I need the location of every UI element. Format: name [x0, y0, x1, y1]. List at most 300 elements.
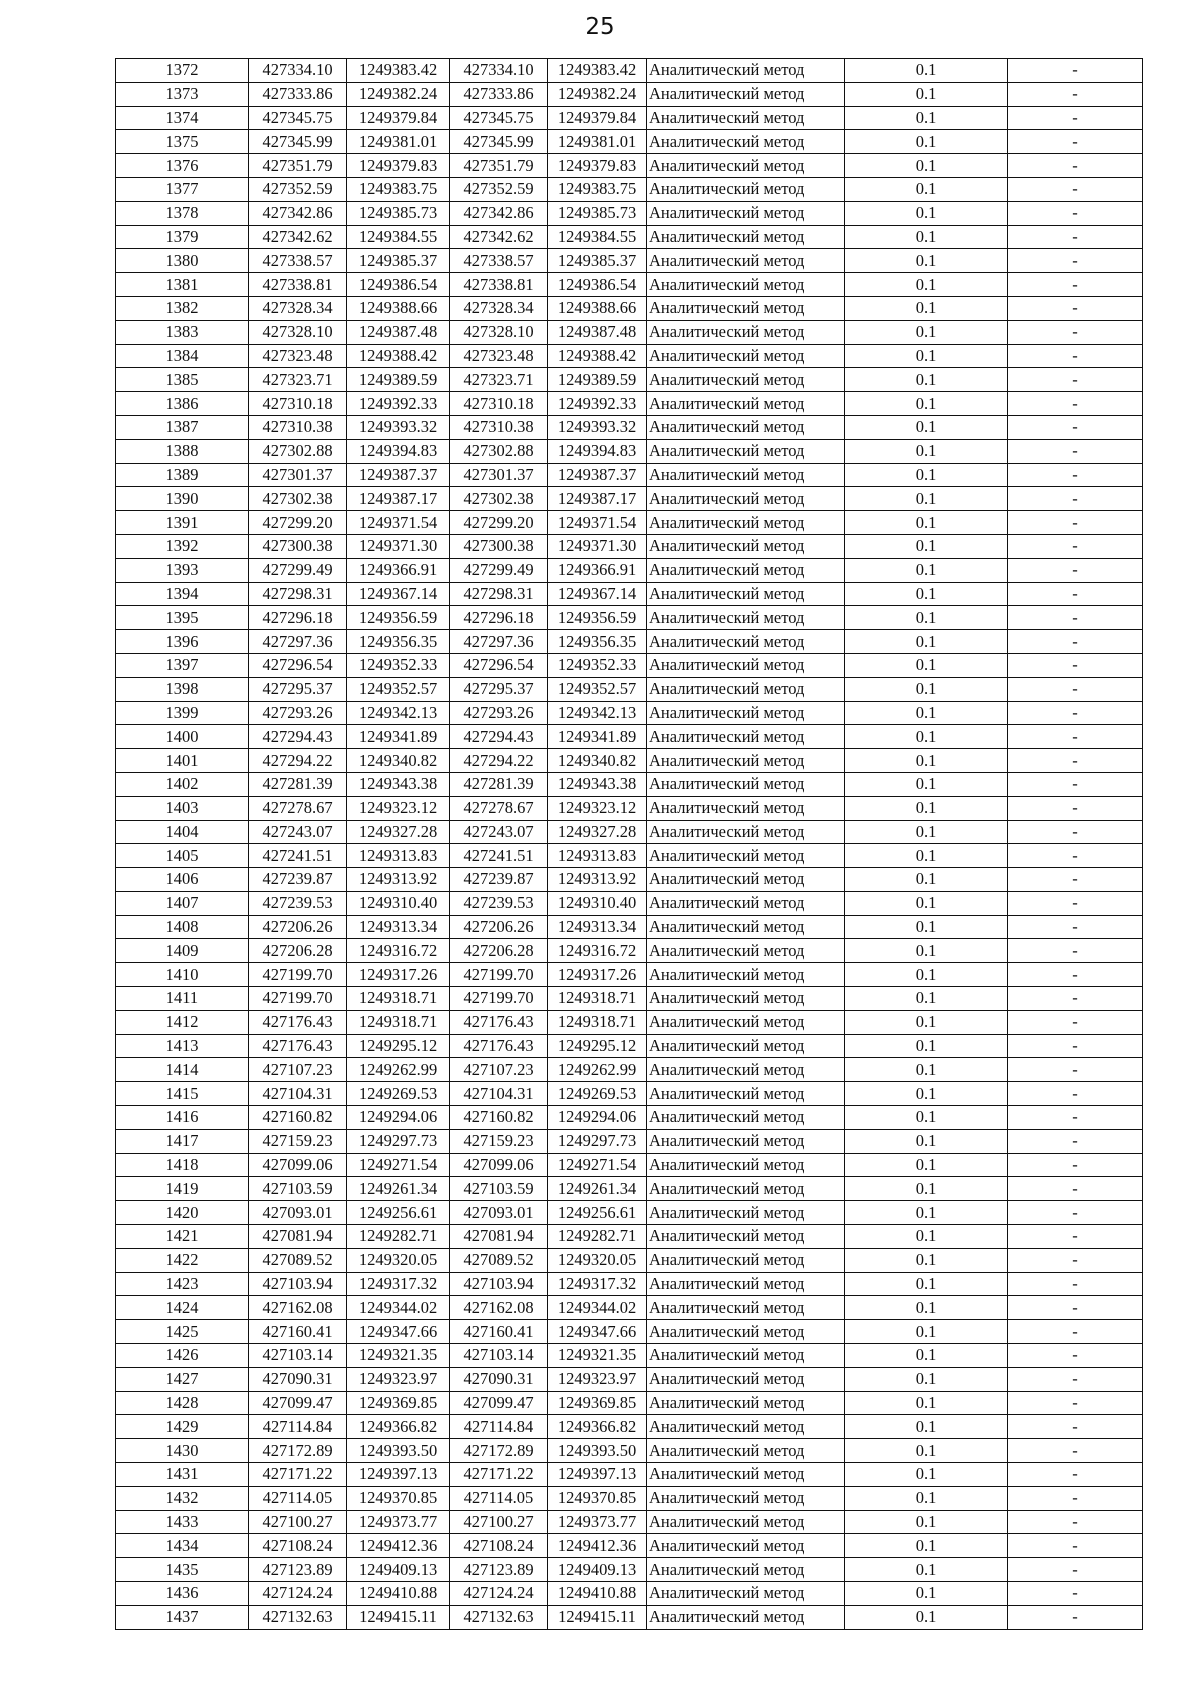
x-new-cell: 427333.86	[450, 82, 548, 106]
method-cell: Аналитический метод	[647, 1415, 845, 1439]
accuracy-cell: 0.1	[845, 82, 1008, 106]
accuracy-cell: 0.1	[845, 582, 1008, 606]
description-cell: -	[1008, 1320, 1143, 1344]
table-row	[116, 1129, 1143, 1153]
point-number-cell: 1412	[116, 1010, 249, 1034]
accuracy-cell: 0.1	[845, 1296, 1008, 1320]
y-old-cell: 1249269.53	[347, 1082, 450, 1106]
description-cell: -	[1008, 939, 1143, 963]
x-old-cell: 427342.62	[249, 225, 347, 249]
point-number-cell: 1431	[116, 1463, 249, 1487]
accuracy-cell: 0.1	[845, 487, 1008, 511]
x-new-cell: 427338.81	[450, 273, 548, 297]
x-new-cell: 427243.07	[450, 820, 548, 844]
description-cell: -	[1008, 296, 1143, 320]
y-new-cell: 1249356.35	[548, 630, 647, 654]
x-old-cell: 427103.14	[249, 1344, 347, 1368]
accuracy-cell: 0.1	[845, 130, 1008, 154]
description-cell: -	[1008, 987, 1143, 1011]
accuracy-cell: 0.1	[845, 1320, 1008, 1344]
x-old-cell: 427176.43	[249, 1010, 347, 1034]
table-row	[116, 677, 1143, 701]
accuracy-cell: 0.1	[845, 820, 1008, 844]
method-cell: Аналитический метод	[647, 177, 845, 201]
y-old-cell: 1249385.73	[347, 201, 450, 225]
table-row	[116, 1106, 1143, 1130]
x-old-cell: 427328.34	[249, 296, 347, 320]
y-new-cell: 1249340.82	[548, 749, 647, 773]
x-new-cell: 427345.75	[450, 106, 548, 130]
method-cell: Аналитический метод	[647, 558, 845, 582]
x-new-cell: 427296.18	[450, 606, 548, 630]
y-old-cell: 1249352.57	[347, 677, 450, 701]
point-number-cell: 1417	[116, 1129, 249, 1153]
method-cell: Аналитический метод	[647, 201, 845, 225]
y-new-cell: 1249393.32	[548, 415, 647, 439]
y-new-cell: 1249352.57	[548, 677, 647, 701]
method-cell: Аналитический метод	[647, 677, 845, 701]
x-new-cell: 427334.10	[450, 59, 548, 83]
y-old-cell: 1249371.54	[347, 511, 450, 535]
accuracy-cell: 0.1	[845, 963, 1008, 987]
y-new-cell: 1249343.38	[548, 772, 647, 796]
point-number-cell: 1386	[116, 392, 249, 416]
y-new-cell: 1249387.17	[548, 487, 647, 511]
y-new-cell: 1249313.34	[548, 915, 647, 939]
point-number-cell: 1434	[116, 1534, 249, 1558]
table-row	[116, 1463, 1143, 1487]
x-old-cell: 427124.24	[249, 1582, 347, 1606]
method-cell: Аналитический метод	[647, 772, 845, 796]
x-old-cell: 427310.38	[249, 415, 347, 439]
accuracy-cell: 0.1	[845, 701, 1008, 725]
y-new-cell: 1249352.33	[548, 653, 647, 677]
description-cell: -	[1008, 59, 1143, 83]
y-old-cell: 1249310.40	[347, 891, 450, 915]
point-number-cell: 1390	[116, 487, 249, 511]
y-new-cell: 1249323.12	[548, 796, 647, 820]
x-old-cell: 427199.70	[249, 987, 347, 1011]
method-cell: Аналитический метод	[647, 534, 845, 558]
description-cell: -	[1008, 630, 1143, 654]
y-new-cell: 1249388.66	[548, 296, 647, 320]
x-new-cell: 427278.67	[450, 796, 548, 820]
x-old-cell: 427239.53	[249, 891, 347, 915]
accuracy-cell: 0.1	[845, 796, 1008, 820]
table-row	[116, 130, 1143, 154]
accuracy-cell: 0.1	[845, 415, 1008, 439]
accuracy-cell: 0.1	[845, 1034, 1008, 1058]
description-cell: -	[1008, 796, 1143, 820]
x-old-cell: 427294.43	[249, 725, 347, 749]
point-number-cell: 1403	[116, 796, 249, 820]
table-row	[116, 1082, 1143, 1106]
y-new-cell: 1249294.06	[548, 1106, 647, 1130]
table-row	[116, 844, 1143, 868]
method-cell: Аналитический метод	[647, 606, 845, 630]
table-row	[116, 1510, 1143, 1534]
x-new-cell: 427239.53	[450, 891, 548, 915]
y-old-cell: 1249320.05	[347, 1248, 450, 1272]
x-new-cell: 427176.43	[450, 1034, 548, 1058]
point-number-cell: 1436	[116, 1582, 249, 1606]
y-old-cell: 1249327.28	[347, 820, 450, 844]
accuracy-cell: 0.1	[845, 106, 1008, 130]
y-new-cell: 1249262.99	[548, 1058, 647, 1082]
method-cell: Аналитический метод	[647, 1106, 845, 1130]
point-number-cell: 1388	[116, 439, 249, 463]
x-new-cell: 427199.70	[450, 987, 548, 1011]
x-old-cell: 427278.67	[249, 796, 347, 820]
description-cell: -	[1008, 534, 1143, 558]
method-cell: Аналитический метод	[647, 225, 845, 249]
description-cell: -	[1008, 1201, 1143, 1225]
description-cell: -	[1008, 1082, 1143, 1106]
point-number-cell: 1384	[116, 344, 249, 368]
x-new-cell: 427100.27	[450, 1510, 548, 1534]
accuracy-cell: 0.1	[845, 1010, 1008, 1034]
point-number-cell: 1424	[116, 1296, 249, 1320]
y-new-cell: 1249317.26	[548, 963, 647, 987]
accuracy-cell: 0.1	[845, 1391, 1008, 1415]
accuracy-cell: 0.1	[845, 1225, 1008, 1249]
method-cell: Аналитический метод	[647, 59, 845, 83]
x-old-cell: 427114.84	[249, 1415, 347, 1439]
description-cell: -	[1008, 439, 1143, 463]
y-new-cell: 1249313.83	[548, 844, 647, 868]
y-new-cell: 1249295.12	[548, 1034, 647, 1058]
y-new-cell: 1249342.13	[548, 701, 647, 725]
y-old-cell: 1249384.55	[347, 225, 450, 249]
y-old-cell: 1249394.83	[347, 439, 450, 463]
description-cell: -	[1008, 749, 1143, 773]
x-old-cell: 427296.18	[249, 606, 347, 630]
y-new-cell: 1249327.28	[548, 820, 647, 844]
y-new-cell: 1249388.42	[548, 344, 647, 368]
y-new-cell: 1249297.73	[548, 1129, 647, 1153]
table-row	[116, 296, 1143, 320]
table-row	[116, 1201, 1143, 1225]
y-old-cell: 1249316.72	[347, 939, 450, 963]
y-old-cell: 1249389.59	[347, 368, 450, 392]
description-cell: -	[1008, 653, 1143, 677]
description-cell: -	[1008, 558, 1143, 582]
method-cell: Аналитический метод	[647, 1272, 845, 1296]
point-number-cell: 1393	[116, 558, 249, 582]
point-number-cell: 1394	[116, 582, 249, 606]
point-number-cell: 1376	[116, 154, 249, 178]
x-new-cell: 427124.24	[450, 1582, 548, 1606]
y-new-cell: 1249382.24	[548, 82, 647, 106]
y-new-cell: 1249392.33	[548, 392, 647, 416]
method-cell: Аналитический метод	[647, 1367, 845, 1391]
y-new-cell: 1249373.77	[548, 1510, 647, 1534]
x-old-cell: 427294.22	[249, 749, 347, 773]
x-old-cell: 427298.31	[249, 582, 347, 606]
x-new-cell: 427345.99	[450, 130, 548, 154]
accuracy-cell: 0.1	[845, 891, 1008, 915]
y-new-cell: 1249347.66	[548, 1320, 647, 1344]
point-number-cell: 1425	[116, 1320, 249, 1344]
method-cell: Аналитический метод	[647, 725, 845, 749]
point-number-cell: 1372	[116, 59, 249, 83]
x-new-cell: 427328.34	[450, 296, 548, 320]
table-row	[116, 915, 1143, 939]
description-cell: -	[1008, 392, 1143, 416]
x-new-cell: 427103.59	[450, 1177, 548, 1201]
description-cell: -	[1008, 1582, 1143, 1606]
description-cell: -	[1008, 606, 1143, 630]
description-cell: -	[1008, 201, 1143, 225]
accuracy-cell: 0.1	[845, 1534, 1008, 1558]
table-row	[116, 487, 1143, 511]
table-row	[116, 582, 1143, 606]
point-number-cell: 1401	[116, 749, 249, 773]
accuracy-cell: 0.1	[845, 392, 1008, 416]
method-cell: Аналитический метод	[647, 582, 845, 606]
description-cell: -	[1008, 82, 1143, 106]
x-new-cell: 427107.23	[450, 1058, 548, 1082]
x-new-cell: 427296.54	[450, 653, 548, 677]
x-old-cell: 427199.70	[249, 963, 347, 987]
accuracy-cell: 0.1	[845, 439, 1008, 463]
table-row	[116, 273, 1143, 297]
x-new-cell: 427104.31	[450, 1082, 548, 1106]
description-cell: -	[1008, 868, 1143, 892]
y-new-cell: 1249316.72	[548, 939, 647, 963]
method-cell: Аналитический метод	[647, 820, 845, 844]
point-number-cell: 1418	[116, 1153, 249, 1177]
point-number-cell: 1437	[116, 1605, 249, 1629]
accuracy-cell: 0.1	[845, 1582, 1008, 1606]
y-old-cell: 1249379.83	[347, 154, 450, 178]
x-old-cell: 427239.87	[249, 868, 347, 892]
table-row	[116, 1177, 1143, 1201]
method-cell: Аналитический метод	[647, 1082, 845, 1106]
accuracy-cell: 0.1	[845, 868, 1008, 892]
description-cell: -	[1008, 844, 1143, 868]
y-old-cell: 1249356.35	[347, 630, 450, 654]
table-row	[116, 796, 1143, 820]
y-old-cell: 1249313.83	[347, 844, 450, 868]
accuracy-cell: 0.1	[845, 225, 1008, 249]
table-row	[116, 891, 1143, 915]
x-new-cell: 427342.86	[450, 201, 548, 225]
x-new-cell: 427293.26	[450, 701, 548, 725]
accuracy-cell: 0.1	[845, 1058, 1008, 1082]
y-old-cell: 1249388.66	[347, 296, 450, 320]
x-old-cell: 427093.01	[249, 1201, 347, 1225]
table-row	[116, 1391, 1143, 1415]
y-new-cell: 1249379.84	[548, 106, 647, 130]
y-new-cell: 1249367.14	[548, 582, 647, 606]
point-number-cell: 1406	[116, 868, 249, 892]
x-old-cell: 427099.06	[249, 1153, 347, 1177]
point-number-cell: 1429	[116, 1415, 249, 1439]
method-cell: Аналитический метод	[647, 1225, 845, 1249]
x-new-cell: 427206.26	[450, 915, 548, 939]
point-number-cell: 1374	[116, 106, 249, 130]
method-cell: Аналитический метод	[647, 891, 845, 915]
x-new-cell: 427338.57	[450, 249, 548, 273]
method-cell: Аналитический метод	[647, 439, 845, 463]
table-row	[116, 368, 1143, 392]
point-number-cell: 1395	[116, 606, 249, 630]
point-number-cell: 1397	[116, 653, 249, 677]
x-old-cell: 427323.48	[249, 344, 347, 368]
method-cell: Аналитический метод	[647, 987, 845, 1011]
point-number-cell: 1380	[116, 249, 249, 273]
table-row	[116, 939, 1143, 963]
point-number-cell: 1378	[116, 201, 249, 225]
x-old-cell: 427107.23	[249, 1058, 347, 1082]
y-new-cell: 1249389.59	[548, 368, 647, 392]
method-cell: Аналитический метод	[647, 368, 845, 392]
y-new-cell: 1249366.91	[548, 558, 647, 582]
point-number-cell: 1414	[116, 1058, 249, 1082]
accuracy-cell: 0.1	[845, 653, 1008, 677]
x-old-cell: 427108.24	[249, 1534, 347, 1558]
x-new-cell: 427351.79	[450, 154, 548, 178]
table-row	[116, 1486, 1143, 1510]
x-old-cell: 427176.43	[249, 1034, 347, 1058]
accuracy-cell: 0.1	[845, 987, 1008, 1011]
y-new-cell: 1249387.48	[548, 320, 647, 344]
method-cell: Аналитический метод	[647, 1296, 845, 1320]
description-cell: -	[1008, 344, 1143, 368]
accuracy-cell: 0.1	[845, 1510, 1008, 1534]
y-new-cell: 1249393.50	[548, 1439, 647, 1463]
y-old-cell: 1249282.71	[347, 1225, 450, 1249]
y-old-cell: 1249393.32	[347, 415, 450, 439]
point-number-cell: 1382	[116, 296, 249, 320]
description-cell: -	[1008, 1177, 1143, 1201]
y-new-cell: 1249412.36	[548, 1534, 647, 1558]
accuracy-cell: 0.1	[845, 249, 1008, 273]
x-new-cell: 427297.36	[450, 630, 548, 654]
x-new-cell: 427081.94	[450, 1225, 548, 1249]
method-cell: Аналитический метод	[647, 915, 845, 939]
method-cell: Аналитический метод	[647, 963, 845, 987]
x-new-cell: 427302.88	[450, 439, 548, 463]
description-cell: -	[1008, 511, 1143, 535]
description-cell: -	[1008, 701, 1143, 725]
accuracy-cell: 0.1	[845, 1272, 1008, 1296]
x-new-cell: 427176.43	[450, 1010, 548, 1034]
x-old-cell: 427328.10	[249, 320, 347, 344]
method-cell: Аналитический метод	[647, 1439, 845, 1463]
accuracy-cell: 0.1	[845, 1558, 1008, 1582]
x-old-cell: 427281.39	[249, 772, 347, 796]
method-cell: Аналитический метод	[647, 1463, 845, 1487]
description-cell: -	[1008, 1415, 1143, 1439]
x-old-cell: 427162.08	[249, 1296, 347, 1320]
table-row	[116, 987, 1143, 1011]
y-old-cell: 1249385.37	[347, 249, 450, 273]
x-old-cell: 427296.54	[249, 653, 347, 677]
table-row	[116, 1225, 1143, 1249]
y-new-cell: 1249344.02	[548, 1296, 647, 1320]
accuracy-cell: 0.1	[845, 558, 1008, 582]
x-old-cell: 427103.94	[249, 1272, 347, 1296]
description-cell: -	[1008, 1463, 1143, 1487]
x-new-cell: 427099.47	[450, 1391, 548, 1415]
method-cell: Аналитический метод	[647, 487, 845, 511]
description-cell: -	[1008, 963, 1143, 987]
accuracy-cell: 0.1	[845, 915, 1008, 939]
table-row	[116, 606, 1143, 630]
table-row	[116, 1605, 1143, 1629]
table-row	[116, 511, 1143, 535]
accuracy-cell: 0.1	[845, 1153, 1008, 1177]
table-row	[116, 1034, 1143, 1058]
accuracy-cell: 0.1	[845, 1415, 1008, 1439]
table-row	[116, 1272, 1143, 1296]
description-cell: -	[1008, 1248, 1143, 1272]
x-old-cell: 427333.86	[249, 82, 347, 106]
y-new-cell: 1249269.53	[548, 1082, 647, 1106]
y-old-cell: 1249343.38	[347, 772, 450, 796]
point-number-cell: 1392	[116, 534, 249, 558]
description-cell: -	[1008, 273, 1143, 297]
y-old-cell: 1249388.42	[347, 344, 450, 368]
y-new-cell: 1249371.30	[548, 534, 647, 558]
description-cell: -	[1008, 677, 1143, 701]
table-row	[116, 392, 1143, 416]
x-new-cell: 427108.24	[450, 1534, 548, 1558]
x-old-cell: 427310.18	[249, 392, 347, 416]
table-row	[116, 1415, 1143, 1439]
x-old-cell: 427345.99	[249, 130, 347, 154]
table-row	[116, 82, 1143, 106]
y-old-cell: 1249317.26	[347, 963, 450, 987]
table-row	[116, 344, 1143, 368]
table-row	[116, 630, 1143, 654]
y-old-cell: 1249367.14	[347, 582, 450, 606]
y-old-cell: 1249412.36	[347, 1534, 450, 1558]
method-cell: Аналитический метод	[647, 1201, 845, 1225]
point-number-cell: 1415	[116, 1082, 249, 1106]
point-number-cell: 1433	[116, 1510, 249, 1534]
method-cell: Аналитический метод	[647, 1034, 845, 1058]
x-new-cell: 427328.10	[450, 320, 548, 344]
y-new-cell: 1249318.71	[548, 1010, 647, 1034]
description-cell: -	[1008, 415, 1143, 439]
y-old-cell: 1249313.92	[347, 868, 450, 892]
y-old-cell: 1249341.89	[347, 725, 450, 749]
y-old-cell: 1249262.99	[347, 1058, 450, 1082]
description-cell: -	[1008, 1058, 1143, 1082]
accuracy-cell: 0.1	[845, 749, 1008, 773]
y-old-cell: 1249256.61	[347, 1201, 450, 1225]
y-new-cell: 1249317.32	[548, 1272, 647, 1296]
x-old-cell: 427300.38	[249, 534, 347, 558]
method-cell: Аналитический метод	[647, 1534, 845, 1558]
table-row	[116, 1296, 1143, 1320]
method-cell: Аналитический метод	[647, 796, 845, 820]
y-new-cell: 1249384.55	[548, 225, 647, 249]
point-number-cell: 1398	[116, 677, 249, 701]
x-new-cell: 427294.22	[450, 749, 548, 773]
description-cell: -	[1008, 1534, 1143, 1558]
y-old-cell: 1249370.85	[347, 1486, 450, 1510]
description-cell: -	[1008, 1034, 1143, 1058]
table-row	[116, 1439, 1143, 1463]
table-row	[116, 1248, 1143, 1272]
x-old-cell: 427090.31	[249, 1367, 347, 1391]
description-cell: -	[1008, 106, 1143, 130]
x-old-cell: 427338.81	[249, 273, 347, 297]
